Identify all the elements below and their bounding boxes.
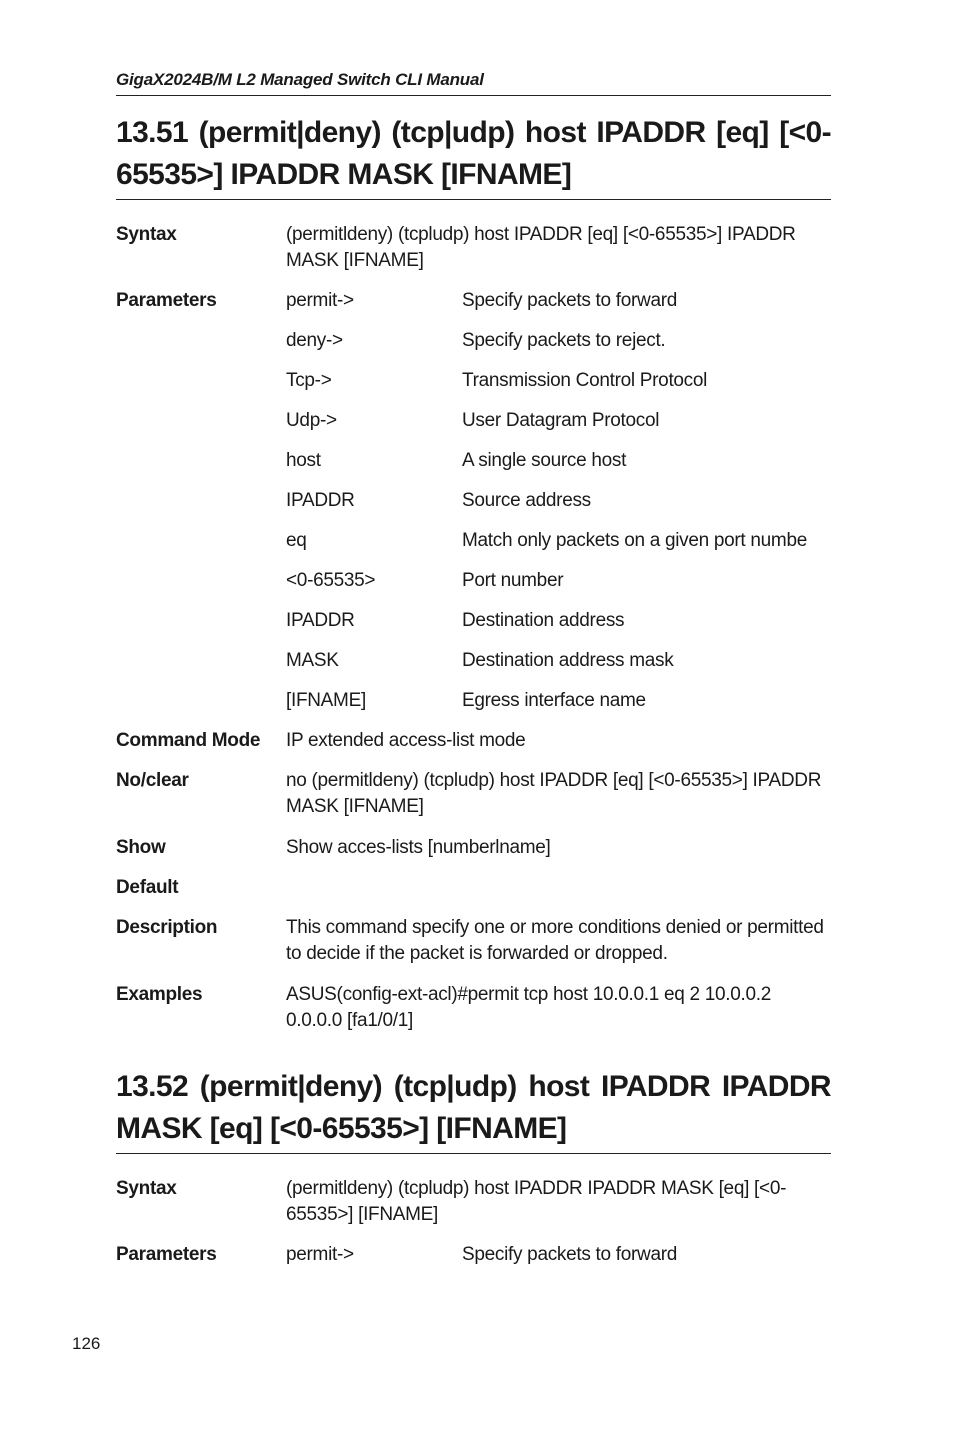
section-title-divider xyxy=(116,199,831,200)
syntax-label: Syntax xyxy=(116,224,177,245)
show-text: Show acces-lists [numberlname] xyxy=(286,837,551,858)
parameters-label: Parameters xyxy=(116,1244,217,1265)
parameter-description: Specify packets to reject. xyxy=(462,330,666,351)
parameter-name: host xyxy=(286,450,321,471)
command-mode-text: IP extended access-list mode xyxy=(286,730,526,751)
parameter-description: Destination address xyxy=(462,610,625,631)
running-header: GigaX2024B/M L2 Managed Switch CLI Manual xyxy=(116,70,484,89)
parameter-description: Specify packets to forward xyxy=(462,1244,678,1265)
description-label: Description xyxy=(116,917,218,938)
noclear-text: no (permitldeny) (tcpludp) host IPADDR [eq] [<0-65535>] IPADDR MASK [IFNAME] xyxy=(286,770,822,817)
syntax-text: (permitldeny) (tcpludp) host IPADDR [eq] [<0-65535>] IPADDR MASK [IFNAME] xyxy=(286,224,796,271)
section-title-13-51: 13.51 (permit|deny) (tcp|udp) host IPADDR [eq] [<0-65535>] IPADDR MASK [IFNAME] xyxy=(116,116,831,191)
parameter-description: Destination address mask xyxy=(462,650,674,671)
default-label: Default xyxy=(116,877,179,898)
show-label: Show xyxy=(116,837,166,858)
section-title-13-52: 13.52 (permit|deny) (tcp|udp) host IPADDR IPADDR MASK [eq] [<0-65535>] [IFNAME] xyxy=(116,1070,831,1145)
parameter-description: Source address xyxy=(462,490,591,511)
parameters-label: Parameters xyxy=(116,290,217,311)
parameter-description: Egress interface name xyxy=(462,690,646,711)
parameter-name: [IFNAME] xyxy=(286,690,366,711)
parameter-name: IPADDR xyxy=(286,490,355,511)
parameter-description: Transmission Control Protocol xyxy=(462,370,708,391)
parameter-name: permit-> xyxy=(286,1244,354,1265)
examples-text: ASUS(config-ext-acl)#permit tcp host 10.0.0.1 eq 2 10.0.0.2 0.0.0.0 [fa1/0/1] xyxy=(286,984,772,1031)
parameter-name: <0-65535> xyxy=(286,570,376,591)
parameter-description: Match only packets on a given port numbe xyxy=(462,530,807,551)
syntax-label: Syntax xyxy=(116,1178,177,1199)
parameter-description: User Datagram Protocol xyxy=(462,410,660,431)
parameter-name: eq xyxy=(286,530,307,551)
header-divider xyxy=(116,95,831,96)
parameter-name: MASK xyxy=(286,650,339,671)
parameter-description: Specify packets to forward xyxy=(462,290,678,311)
parameter-description: Port number xyxy=(462,570,564,591)
parameter-name: Udp-> xyxy=(286,410,337,431)
section-title-divider xyxy=(116,1153,831,1154)
syntax-text: (permitldeny) (tcpludp) host IPADDR IPADDR MASK [eq] [<0-65535>] [IFNAME] xyxy=(286,1178,787,1225)
examples-label: Examples xyxy=(116,984,203,1005)
description-text: This command specify one or more conditions denied or permitted to decide if the packet is forwarded or dropped. xyxy=(286,917,824,964)
parameter-name: deny-> xyxy=(286,330,343,351)
parameter-name: permit-> xyxy=(286,290,354,311)
parameter-name: IPADDR xyxy=(286,610,355,631)
page-number: 126 xyxy=(72,1334,101,1353)
command-mode-label: Command Mode xyxy=(116,730,261,751)
parameter-description: A single source host xyxy=(462,450,627,471)
noclear-label: No/clear xyxy=(116,770,189,791)
parameter-name: Tcp-> xyxy=(286,370,332,391)
